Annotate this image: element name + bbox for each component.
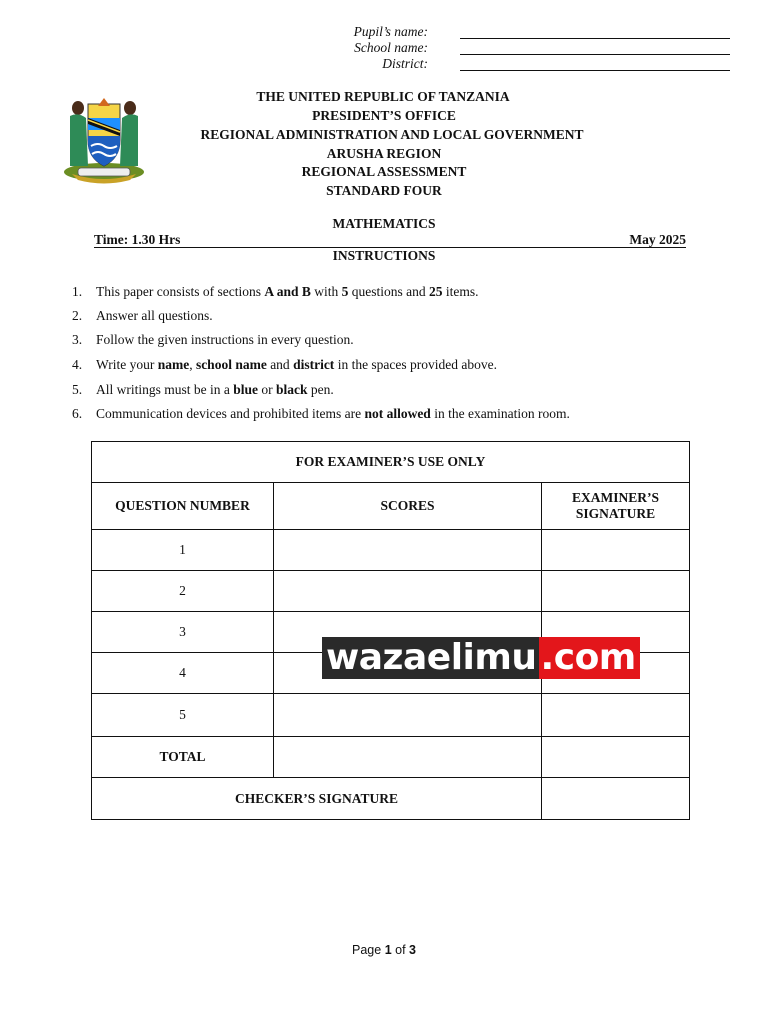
header-line-office: PRESIDENT’S OFFICE [312, 108, 456, 123]
date-label: May 2025 [629, 232, 686, 247]
instruction-item: 4. Write your name, school name and district in the spaces provided above. [72, 357, 498, 372]
total-signature-cell[interactable] [542, 737, 690, 778]
header-line-country: THE UNITED REPUBLIC OF TANZANIA [256, 89, 510, 104]
header-line-standard: STANDARD FOUR [326, 183, 442, 198]
time-label: Time: 1.30 Hrs [94, 232, 181, 247]
question-number-cell: 4 [92, 653, 274, 694]
score-cell[interactable] [274, 694, 542, 737]
signature-cell[interactable] [542, 530, 690, 571]
instruction-item: 2. Answer all questions. [72, 308, 213, 323]
col-scores: SCORES [274, 483, 542, 530]
district-line [460, 70, 730, 71]
question-number-cell: 5 [92, 694, 274, 737]
col-examiner-signature [542, 483, 690, 530]
watermark-domain: .com [539, 637, 640, 679]
question-number-cell: 3 [92, 612, 274, 653]
instruction-item: 6. Communication devices and prohibited items are not allowed in the examination room. [72, 406, 570, 421]
col-signature-line2: SIGNATURE [575, 506, 656, 521]
table-title: FOR EXAMINER’S USE ONLY [92, 442, 690, 483]
header-line-assessment: REGIONAL ASSESSMENT [301, 164, 467, 179]
checker-signature-label: CHECKER’S SIGNATURE [92, 778, 542, 820]
watermark-logo [322, 637, 640, 679]
table-row [92, 571, 690, 612]
instruction-item: 5. All writings must be in a blue or black pen. [72, 382, 334, 397]
pupil-name-field [300, 24, 730, 40]
signature-cell[interactable] [542, 694, 690, 737]
total-score-cell[interactable] [274, 737, 542, 778]
question-number-cell: 2 [92, 571, 274, 612]
watermark-text: wazaelimu [322, 637, 539, 679]
subject-title: MATHEMATICS [332, 216, 436, 231]
district-label: District: [382, 56, 428, 71]
score-cell[interactable] [274, 530, 542, 571]
examiner-table [91, 441, 690, 820]
school-name-field [300, 40, 730, 56]
school-name-line [460, 54, 730, 55]
school-name-label: School name: [354, 40, 428, 55]
total-row [92, 737, 690, 778]
instruction-item: 3. Follow the given instructions in every question. [72, 332, 354, 347]
header-line-administration: REGIONAL ADMINISTRATION AND LOCAL GOVERNMENT [200, 127, 584, 142]
page-number: Page 1 of 3 [352, 943, 416, 957]
pupil-name-line [460, 38, 730, 39]
signature-cell[interactable] [542, 571, 690, 612]
header-line-region: ARUSHA REGION [326, 146, 442, 161]
checker-row [92, 778, 690, 820]
pupil-name-label: Pupil’s name: [353, 24, 428, 39]
question-number-cell: 1 [92, 530, 274, 571]
table-row [92, 530, 690, 571]
table-row [92, 694, 690, 737]
score-cell[interactable] [274, 571, 542, 612]
checker-signature-cell[interactable] [542, 778, 690, 820]
total-label: TOTAL [92, 737, 274, 778]
district-field [300, 56, 730, 72]
instructions-title: INSTRUCTIONS [332, 248, 436, 263]
instruction-item: 1. This paper consists of sections A and B with 5 questions and 25 items. [72, 284, 479, 299]
col-question-number: QUESTION NUMBER [92, 483, 274, 530]
col-signature-line1: EXAMINER’S [572, 490, 660, 505]
